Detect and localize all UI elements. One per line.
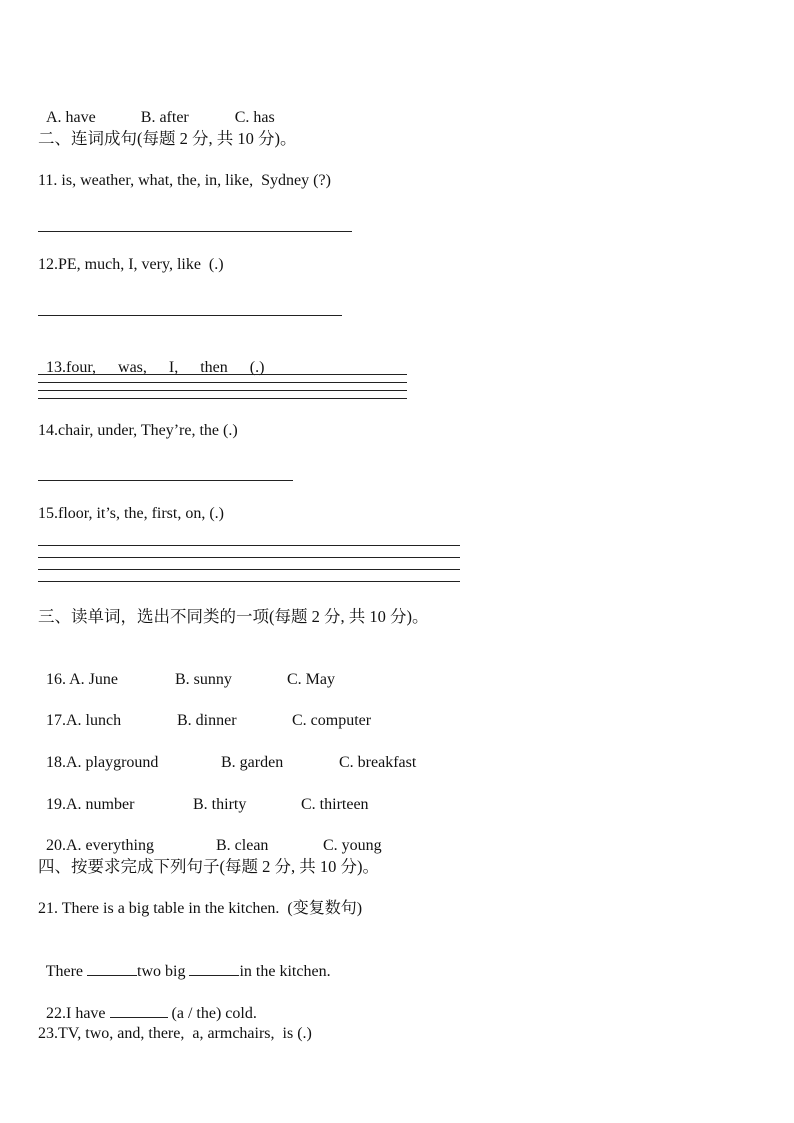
q19-option-a: 19.A. number: [46, 796, 135, 813]
answer-blank-21a[interactable]: [87, 961, 137, 976]
q10-option-c: C. has: [234, 109, 275, 126]
q17-option-c: C. computer: [292, 712, 372, 729]
question-14: 14.chair, under, They’re, the (.): [38, 422, 238, 439]
q22-text: 22.I have: [46, 1005, 110, 1022]
answer-line-13b[interactable]: [38, 382, 407, 383]
q21-text: in the kitchen.: [239, 963, 331, 980]
q10-options: [38, 88, 275, 128]
q16-option-a: 16. A. June: [46, 671, 118, 688]
q10-option-b: B. after: [140, 109, 189, 126]
q13-word: 13.four,: [46, 359, 97, 376]
section4-heading: 四、按要求完成下列句子(每题 2 分, 共 10 分)。: [38, 857, 379, 876]
q19-option-c: C. thirteen: [301, 796, 369, 813]
answer-line-15b[interactable]: [38, 557, 460, 558]
question-21-answer: [38, 941, 331, 982]
answer-line-12[interactable]: [38, 315, 342, 316]
answer-blank-22[interactable]: [110, 1003, 168, 1018]
q17-option-a: 17.A. lunch: [46, 712, 122, 729]
question-18: [38, 733, 416, 773]
question-21: 21. There is a big table in the kitchen. (变复数句): [38, 900, 363, 917]
question-20: [38, 816, 382, 856]
question-23: 23.TV, two, and, there, a, armchairs, is (.): [38, 1025, 312, 1042]
q20-option-a: 20.A. everything: [46, 837, 154, 854]
q16-option-c: C. May: [287, 671, 335, 688]
q18-option-b: B. garden: [221, 754, 284, 771]
answer-line-13c[interactable]: [38, 390, 407, 391]
question-12: 12.PE, much, I, very, like (.): [38, 256, 224, 273]
question-16: [38, 650, 335, 690]
question-13: [38, 338, 264, 378]
q16-option-b: B. sunny: [175, 671, 232, 688]
question-22: [38, 983, 257, 1024]
q13-word: then: [200, 359, 228, 376]
q13-word: (.): [249, 359, 265, 376]
q10-option-a: A. have: [46, 109, 96, 126]
q20-option-c: C. young: [323, 837, 382, 854]
section2-heading: 二、连词成句(每题 2 分, 共 10 分)。: [38, 129, 297, 148]
q17-option-b: B. dinner: [177, 712, 237, 729]
section3-heading: 三、读单词，选出不同类的一项(每题 2 分, 共 10 分)。: [38, 607, 429, 626]
q20-option-b: B. clean: [216, 837, 269, 854]
answer-line-15c[interactable]: [38, 569, 460, 570]
q21-text: two big: [137, 963, 190, 980]
q21-text: There: [45, 963, 88, 980]
answer-line-15d[interactable]: [38, 581, 460, 582]
question-11: 11. is, weather, what, the, in, like, Sydney (?): [38, 172, 331, 189]
q13-word: was,: [118, 359, 147, 376]
q22-text: (a / the) cold.: [167, 1005, 257, 1022]
q18-option-a: 18.A. playground: [46, 754, 159, 771]
answer-line-14[interactable]: [38, 480, 293, 481]
q18-option-c: C. breakfast: [339, 754, 417, 771]
answer-line-13d[interactable]: [38, 398, 407, 399]
question-19: [38, 775, 369, 815]
answer-blank-21b[interactable]: [189, 961, 239, 976]
q13-word: I,: [168, 359, 179, 376]
question-17: [38, 691, 371, 731]
answer-line-11[interactable]: [38, 231, 352, 232]
answer-line-13a[interactable]: [38, 374, 407, 375]
q19-option-b: B. thirty: [193, 796, 247, 813]
question-15: 15.floor, it’s, the, first, on, (.): [38, 505, 224, 522]
answer-line-15a[interactable]: [38, 545, 460, 546]
